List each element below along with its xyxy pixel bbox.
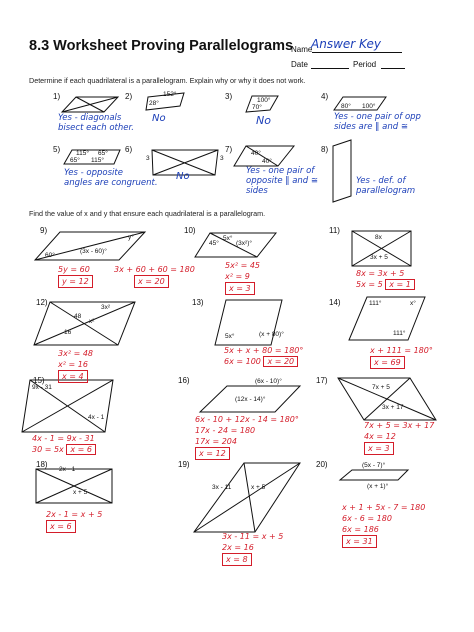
figure-20 bbox=[340, 470, 408, 480]
p8-answer: Yes - def. of parallelogram bbox=[356, 176, 416, 196]
p17-work: 7x + 5 = 3x + 17 4x = 12 x = 3 bbox=[364, 421, 435, 453]
p5-label-d: 115° bbox=[91, 157, 104, 164]
p19-label-a: 3x - 11 bbox=[212, 484, 232, 491]
p12-work: 3x² = 48 x² = 16 x = 4 bbox=[58, 349, 93, 381]
p19-work: 3x - 11 = x + 5 2x = 16 x = 8 bbox=[222, 532, 284, 564]
p13-label-b: (x + 80)° bbox=[259, 331, 284, 338]
p17-label-a: 7x + 5 bbox=[372, 384, 390, 391]
p15-work: 4x - 1 = 9x - 31 30 = 5x x = 6 bbox=[32, 434, 95, 454]
p11-work: 8x = 3x + 5 5x = 5 x = 1 bbox=[356, 268, 415, 290]
problem-8-number: 8) bbox=[321, 145, 329, 154]
p12-label-b: 48 bbox=[74, 313, 82, 320]
p7-answer: Yes - one pair of opposite ‖ and ≅ sides bbox=[246, 166, 319, 196]
p2-label-b: 28° bbox=[149, 100, 159, 107]
p7-label-b: 40° bbox=[262, 158, 272, 165]
problem-16-number: 16) bbox=[178, 376, 190, 385]
page-title: 8.3 Worksheet Proving Parallelograms bbox=[29, 38, 294, 54]
p18-label-a: 2x - 1 bbox=[59, 466, 76, 473]
p11-label-a: 8x bbox=[375, 234, 382, 241]
name-label: Name bbox=[291, 45, 313, 54]
p19-label-b: x + 5 bbox=[251, 484, 266, 491]
date-label: Date bbox=[291, 60, 308, 69]
p4-label-b: 100° bbox=[362, 103, 376, 110]
p16-work: 6x - 10 + 12x - 14 = 180° 17x - 24 = 180 17x = 204 x = 12 bbox=[195, 415, 299, 458]
figure-12 bbox=[34, 302, 135, 345]
problem-12-number: 12) bbox=[36, 298, 48, 307]
p4-label-a: 80° bbox=[341, 103, 351, 110]
p15-label-a: 9x - 31 bbox=[32, 384, 52, 391]
problem-19-number: 19) bbox=[178, 460, 190, 469]
p18-work: 2x - 1 = x + 5 x = 6 bbox=[46, 510, 103, 531]
p3-label-b: 70° bbox=[252, 104, 262, 111]
p15-label-b: 4x - 1 bbox=[88, 414, 105, 421]
figure-1 bbox=[62, 97, 118, 112]
p9-work-left: 5y = 60 y = 12 bbox=[58, 264, 93, 288]
p6-answer: No bbox=[176, 171, 190, 182]
figure-19 bbox=[194, 463, 300, 532]
p10-label-c: (3x²)° bbox=[236, 240, 252, 247]
p14-label-c: 111° bbox=[393, 330, 406, 337]
p10-work: 5x² = 45 x² = 9 x = 3 bbox=[225, 261, 260, 293]
p4-answer: Yes - one pair of opp sides are ‖ and ≅ bbox=[334, 112, 421, 132]
part2-instructions: Find the value of x and y that ensure each quadrilateral is a parallelogram. bbox=[29, 209, 266, 218]
problem-2-number: 2) bbox=[125, 92, 133, 101]
problem-5-number: 5) bbox=[53, 145, 61, 154]
p14-label-a: 111° bbox=[369, 300, 382, 307]
p13-label-a: 5x° bbox=[225, 333, 235, 340]
figure-18 bbox=[36, 469, 112, 503]
problem-17-number: 17) bbox=[316, 376, 328, 385]
problem-1-number: 1) bbox=[53, 92, 61, 101]
problem-3-number: 3) bbox=[225, 92, 233, 101]
p6-label-a: 3 bbox=[146, 155, 150, 162]
p9-label-c: 60° bbox=[45, 252, 55, 259]
p20-label-a: (5x - 7)° bbox=[362, 462, 386, 469]
p11-label-b: 3x + 5 bbox=[370, 254, 388, 261]
p10-label-a: 45° bbox=[209, 240, 219, 247]
problem-14-number: 14) bbox=[329, 298, 341, 307]
part1-instructions: Determine if each quadrilateral is a parallelogram. Explain why or why it does not work. bbox=[29, 76, 306, 85]
p12-label-a: 3x² bbox=[101, 304, 111, 311]
figure-8 bbox=[333, 140, 351, 202]
p6-label-b: 3 bbox=[220, 155, 224, 162]
period-label: Period bbox=[353, 60, 377, 69]
p3-label-a: 100° bbox=[257, 97, 271, 104]
problem-7-number: 7) bbox=[225, 145, 233, 154]
p1-answer: Yes - diagonals bisect each other. bbox=[58, 113, 134, 133]
p16-label-b: (12x - 14)° bbox=[235, 396, 266, 403]
p5-label-b: 65° bbox=[98, 150, 108, 157]
p9-work-right: 3x + 60 + 60 = 180 x = 20 bbox=[114, 265, 195, 286]
problem-18-number: 18) bbox=[36, 460, 48, 469]
problem-15-number: 15) bbox=[33, 376, 45, 385]
problem-6-number: 6) bbox=[125, 145, 133, 154]
p9-label-a: y° bbox=[128, 234, 134, 241]
p13-work: 5x + x + 80 = 180° 6x = 100 x = 20 bbox=[224, 346, 304, 366]
p20-work: x + 1 + 5x - 7 = 180 6x - 6 = 180 6x = 186 x = 31 bbox=[342, 503, 426, 546]
problem-10-number: 10) bbox=[184, 226, 196, 235]
problem-13-number: 13) bbox=[192, 298, 204, 307]
problem-4-number: 4) bbox=[321, 92, 329, 101]
problem-9-number: 9) bbox=[40, 226, 48, 235]
p9-label-b: (3x - 60)° bbox=[80, 248, 107, 255]
p14-work: x + 111 = 180° x = 69 bbox=[370, 346, 433, 367]
p14-label-b: x° bbox=[410, 300, 416, 307]
p17-label-b: 3x + 17 bbox=[382, 404, 404, 411]
p2-answer: No bbox=[152, 113, 166, 124]
p3-answer: No bbox=[256, 114, 271, 127]
p12-label-d: 16 bbox=[64, 329, 72, 336]
p18-label-b: x + 5 bbox=[73, 489, 88, 496]
p7-label-a: 40° bbox=[251, 150, 261, 157]
p5-label-c: 65° bbox=[70, 157, 80, 164]
problem-20-number: 20) bbox=[316, 460, 328, 469]
p16-label-a: (6x - 10)° bbox=[255, 378, 282, 385]
p20-label-b: (x + 1)° bbox=[367, 483, 389, 490]
p5-label-a: 115° bbox=[76, 150, 89, 157]
problem-11-number: 11) bbox=[329, 226, 340, 235]
name-value: Answer Key bbox=[311, 37, 381, 51]
p12-label-c: x² bbox=[89, 318, 95, 325]
p2-label-a: 152° bbox=[163, 91, 177, 98]
p5-answer: Yes - opposite angles are congruent. bbox=[64, 168, 158, 188]
p10-label-b: 5x° bbox=[223, 235, 233, 242]
